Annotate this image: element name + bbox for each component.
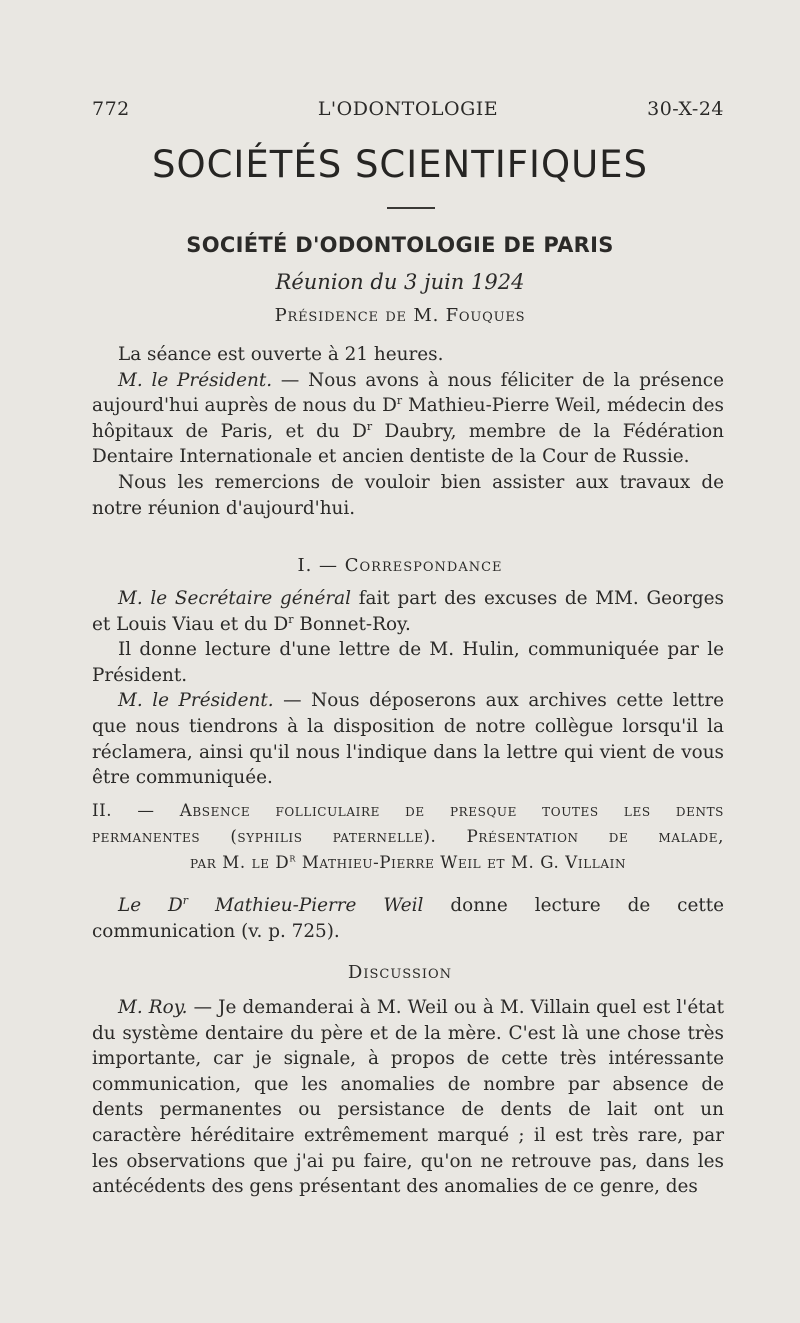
- opening-paragraph: La séance est ouverte à 21 heures.: [118, 344, 444, 365]
- running-head: [92, 98, 724, 126]
- thanks-paragraph: Nous les remercions de vouloir bien assister aux travaux de notre réunion d'aujourd'hui.: [92, 471, 724, 519]
- issue-date: 30-X-24: [647, 98, 724, 120]
- page-number: 772: [92, 98, 130, 120]
- meeting-date: Réunion du 3 juin 1924: [275, 270, 525, 294]
- heading-part-two: [92, 798, 724, 876]
- roy-paragraph: M. Roy. — Je demanderai à M. Weil ou à M. Villain quel est l'état du système dentaire du père et de la mère. C'est là une chose très importante, car je signale, à propos de cette très intéressante communication, que les anomalies de nombre par absence de dents permanentes ou persistance de dents de lait ont un caractère héréditaire extrêmement marqué ; il est très rare, par les observations que j'ai pu faire, qu'on ne retrouve pas, dans les antécédents des gens présentant des anomalies de ce genre, des: [92, 997, 724, 1198]
- society-name: SOCIÉTÉ D'ODONTOLOGIE DE PARIS: [186, 233, 614, 257]
- speaker-secretary: M. le Secrétaire général: [118, 588, 352, 609]
- presidency-line: Présidence de M. Fouques: [274, 305, 526, 326]
- journal-title: L'ODONTOLOGIE: [317, 98, 499, 120]
- speaker-roy: M. Roy.: [118, 997, 188, 1018]
- letter-paragraph: Il donne lecture d'une lettre de M. Hulin, communiquée par le Président.: [92, 639, 724, 686]
- intro-block: [92, 342, 724, 521]
- president-archive-paragraph: M. le Président. — Nous déposerons aux archives cette lettre que nous tiendrons à la disposition de notre collègue lorsqu'il la réclamera, ainsi qu'il nous l'indique dans la lettre qui vient de vous être communiquée.: [92, 690, 724, 789]
- heading-discussion: Discussion: [347, 962, 453, 983]
- speaker-president: M. le Président.: [118, 369, 273, 391]
- discussion-block: [92, 995, 724, 1200]
- speaker-weil: Le $D^r$ Mathieu-Pierre Weil: [118, 893, 424, 916]
- speaker-president: M. le Président.: [118, 690, 274, 712]
- president-welcome-paragraph: M. le Président. — Nous avons à nous féliciter de la présence aujourd'hui auprès de nous du $D^r$ Mathieu-Pierre Weil, médecin des hôpitaux de Paris, et du $D^r$ Daubry, membre de la Fédération Dentaire Internationale et ancien dentiste de la Cour de Russie.: [92, 369, 724, 468]
- secretary-paragraph: M. le Secrétaire général fait part des excuses de MM. Georges et Louis Viau et du $D^r$ Bonnet-Roy.: [92, 588, 724, 635]
- title-divider: [387, 207, 435, 209]
- heading-part-two-line2: permanentes (syphilis paternelle). Présentation de malade,: [92, 827, 724, 846]
- correspondence-block: [92, 586, 724, 791]
- heading-part-two-line1: II. — Absence folliculaire de presque toutes les dents: [92, 801, 724, 820]
- communication-paragraph: Le $D^r$ Mathieu-Pierre Weil donne lecture de cette communication (v. p. 725).: [92, 893, 725, 942]
- section-title: SOCIÉTÉS SCIENTIFIQUES: [151, 143, 649, 186]
- heading-correspondence: I. — Correspondance: [297, 555, 503, 576]
- heading-part-two-line3: par M. le $D^r$ Mathieu-Pierre Weil et M. G. Villain: [189, 851, 627, 872]
- part-two-block: [92, 893, 724, 944]
